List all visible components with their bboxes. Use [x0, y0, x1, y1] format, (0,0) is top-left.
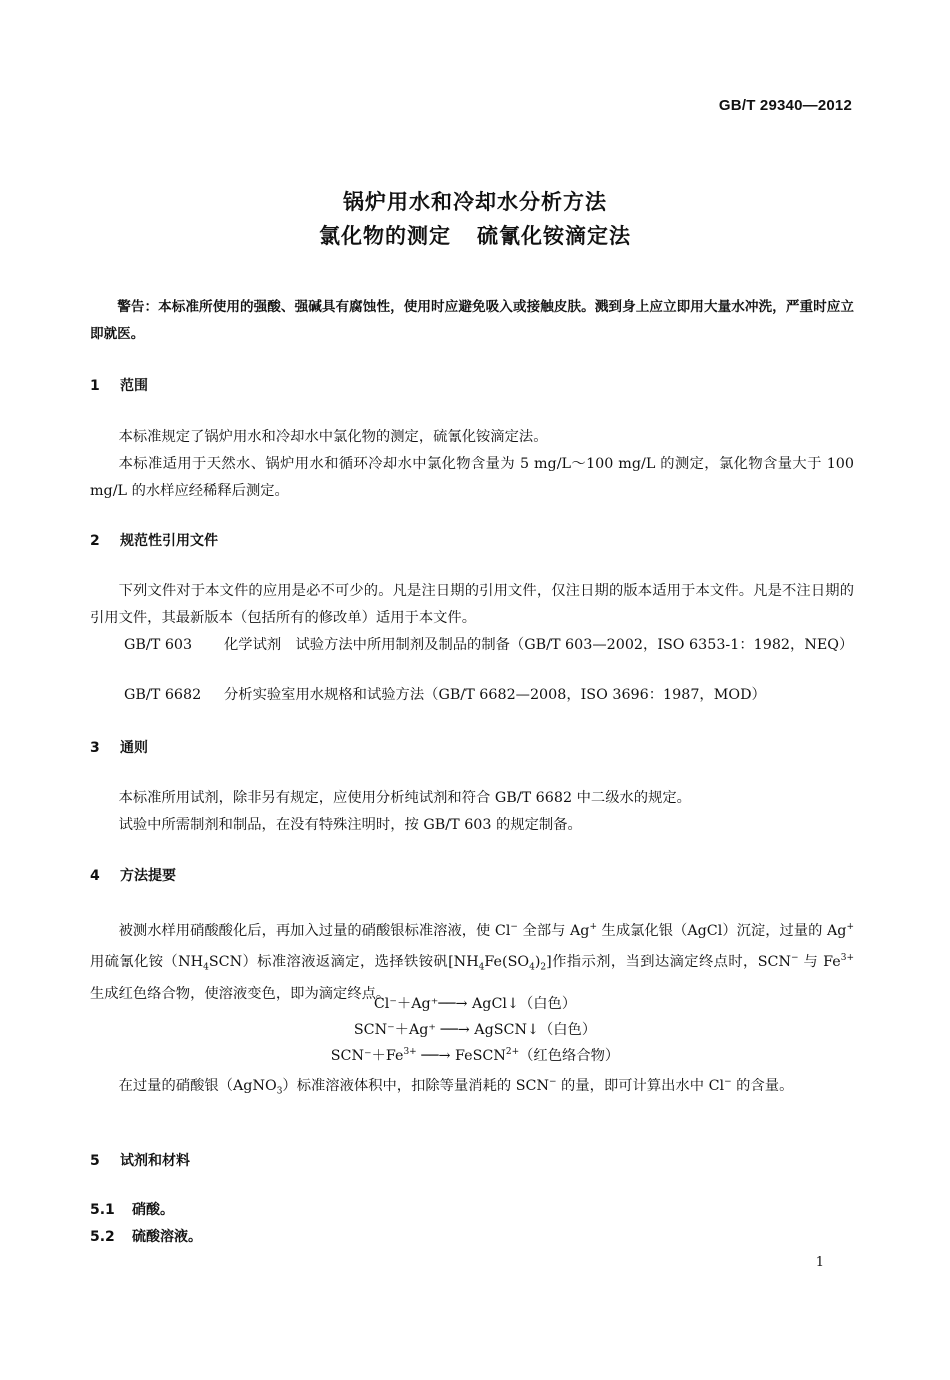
item-5-1: 5.1 硝酸。 — [90, 1202, 174, 1218]
title-part-a: 氯化物的测定 — [319, 224, 451, 248]
principle-p2: 在过量的硝酸银（AgNO$_3$）标准溶液体积中，扣除等量消耗的 SCN− 的量，即可计算出水中 Cl− 的含量。 — [118, 1077, 794, 1097]
scope-p1: 本标准规定了锅炉用水和冷却水中氯化物的测定，硫氰化铵滴定法。 — [118, 429, 548, 445]
principle-p1: 被测水样用硝酸酸化后，再加入过量的硝酸银标准溶液，使 Cl− 全部与 Ag+ 生成氯化银（AgCl）沉淀，过量的 Ag+ 用硫氰化铵$(NH_4SCN)$标准溶液返滴定，选择铁铵矾$[NH_4Fe(SO_4)_2]$作指示剂，当到达滴定终点时，SCN− 与 $Fe^{3+}$ 生成红色络合物，使溶液变色，即为滴定终点。 — [90, 922, 854, 1003]
title-line-1: 锅炉用水和冷却水分析方法 — [343, 190, 607, 214]
section-5-heading: 5 试剂和材料 — [90, 1153, 190, 1169]
standard-number: GB/T 29340—2012 — [718, 97, 852, 114]
scope-p2: 本标准适用于天然水、锅炉用水和循环冷却水中氯化物含量为 5 mg/L～100 mg/L 的测定，氯化物含量大于 100 mg/L 的水样应经稀释后测定。 — [90, 456, 854, 499]
section-1-heading: 1 范围 — [90, 378, 148, 394]
title-part-b: 硫氰化铵滴定法 — [477, 224, 631, 248]
equation-2: SCN⁻＋Ag⁺ ──→ AgSCN↓（白色） — [353, 1022, 597, 1038]
warning-text: 警告：本标准所使用的强酸、强碱具有腐蚀性，使用时应避免吸入或接触皮肤。溅到身上应立即用大量水冲洗，严重时应立即就医。 — [90, 299, 854, 342]
general-p1: 本标准所用试剂，除非另有规定，应使用分析纯试剂和符合 GB/T 6682 中二级水的规定。 — [118, 790, 691, 806]
normative-intro: 下列文件对于本文件的应用是必不可少的。凡是注日期的引用文件，仅注日期的版本适用于本文件。凡是不注日期的引用文件，其最新版本（包括所有的修改单）适用于本文件。 — [90, 583, 854, 626]
section-3-heading: 3 通则 — [90, 740, 148, 756]
equation-1: Cl⁻＋Ag⁺──→ AgCl↓（白色） — [373, 996, 577, 1012]
page-number: 1 — [815, 1255, 824, 1270]
item-5-2: 5.2 硫酸溶液。 — [90, 1229, 202, 1245]
section-4-heading: 4 方法提要 — [90, 868, 176, 884]
normative-ref-2: GB/T 6682 分析实验室用水规格和试验方法（GB/T 6682—2008，ISO 3696：1987，MOD） — [124, 687, 766, 703]
general-p2: 试验中所需制剂和制品，在没有特殊注明时，按 GB/T 603 的规定制备。 — [118, 817, 582, 833]
normative-ref-1: GB/T 603 化学试剂 试验方法中所用制剂及制品的制备（GB/T 603—2002，ISO 6353-1：1982，NEQ） — [124, 637, 854, 653]
title-line-2 — [0, 220, 950, 250]
section-2-heading: 2 规范性引用文件 — [90, 533, 218, 549]
equation-3: $SCN^-+Fe^{3+}$ ──→ FeSCN$^{2+}$（红色络合物） — [330, 1047, 620, 1064]
